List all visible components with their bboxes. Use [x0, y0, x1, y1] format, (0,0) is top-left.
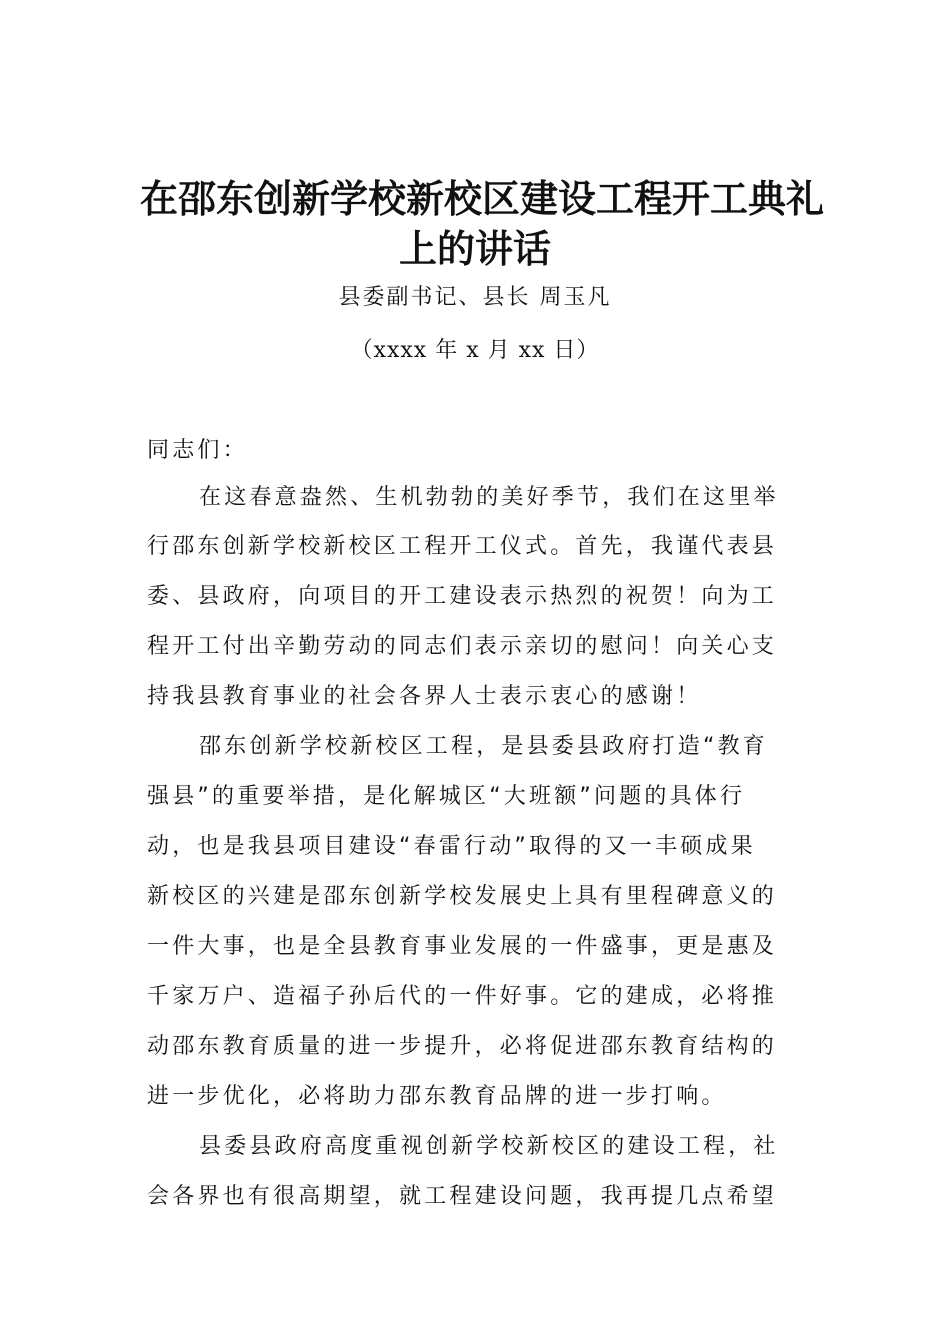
- body-line: 县委县政府高度重视创新学校新校区的建设工程，社: [199, 1134, 779, 1159]
- body-line: 持我县教育事业的社会各界人士表示衷心的感谢！: [147, 684, 702, 709]
- body-line: 新校区的兴建是邵东创新学校发展史上具有里程碑意义的: [147, 884, 778, 909]
- body-line: 动邵东教育质量的进一步提升，必将促进邵东教育结构的: [147, 1034, 778, 1059]
- body-line: 委、县政府，向项目的开工建设表示热烈的祝贺！向为工: [147, 584, 778, 609]
- body-line: 动，也是我县项目建设“春雷行动”取得的又一丰硕成果: [147, 834, 756, 859]
- body-line: 进一步优化，必将助力邵东教育品牌的进一步打响。: [147, 1084, 727, 1109]
- body-line: 千家万户、造福子孙后代的一件好事。它的建成，必将推: [147, 984, 778, 1009]
- body-line: 在这春意盎然、生机勃勃的美好季节，我们在这里举: [199, 485, 779, 510]
- body-line: 行邵东创新学校新校区工程开工仪式。首先，我谨代表县: [147, 534, 778, 559]
- title-line-2: 上的讲话: [398, 226, 551, 271]
- body-line: 一件大事，也是全县教育事业发展的一件盛事，更是惠及: [147, 934, 778, 959]
- date-line: （xxxx 年 x 月 xx 日）: [350, 338, 600, 363]
- title-line-1: 在邵东创新学校新校区建设工程开工典礼: [140, 176, 825, 221]
- body-line: 会各界也有很高期望，就工程建设问题，我再提几点希望: [147, 1184, 778, 1209]
- author-line: 县委副书记、县长 周玉凡: [338, 285, 612, 310]
- body-line: 程开工付出辛勤劳动的同志们表示亲切的慰问！向关心支: [147, 634, 778, 659]
- salutation: 同志们：: [147, 438, 248, 463]
- body-line: 邵东创新学校新校区工程，是县委县政府打造“教育: [199, 734, 768, 759]
- body-line: 强县”的重要举措，是化解城区“大班额”问题的具体行: [147, 784, 746, 809]
